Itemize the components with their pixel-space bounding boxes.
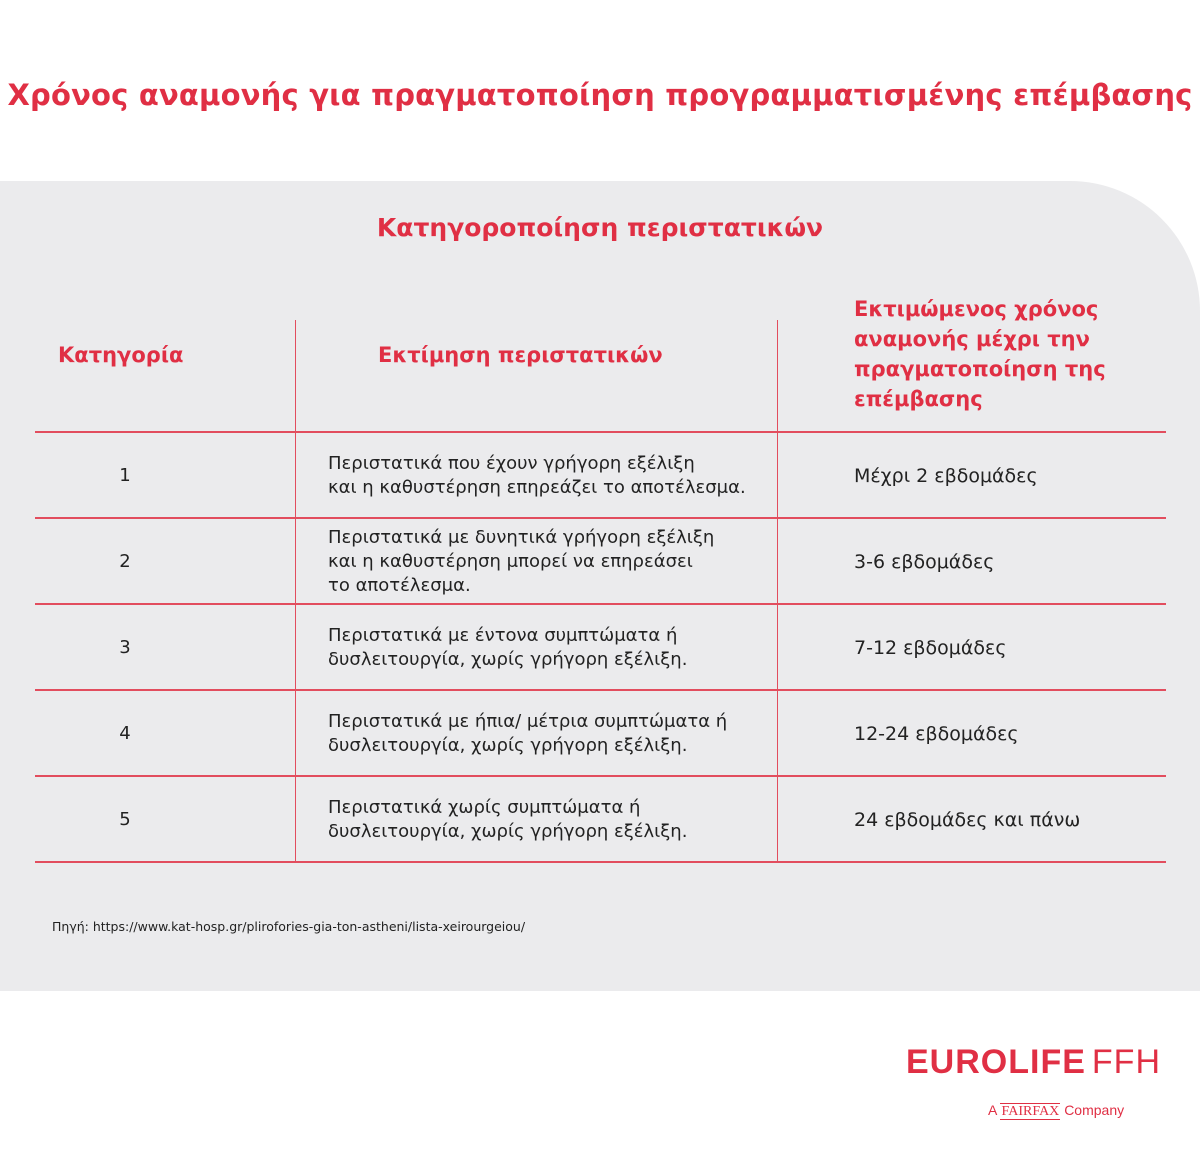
logo-suffix: FFH bbox=[1091, 1043, 1161, 1081]
row-wait-time: 3-6 εβδομάδες bbox=[854, 551, 995, 573]
row-wait-time: 7-12 εβδομάδες bbox=[854, 637, 1007, 659]
row-description bbox=[328, 526, 758, 598]
description-line: δυσλειτουργία, χωρίς γρήγορη εξέλιξη. bbox=[328, 735, 688, 756]
source-citation: Πηγή: https://www.kat-hosp.gr/plirofories-gia-ton-astheni/lista-xeirourgeiou/ bbox=[52, 919, 526, 934]
row-category-number: 3 bbox=[119, 637, 131, 658]
description-line: Περιστατικά με δυνητικά γρήγορη εξέλιξη bbox=[328, 527, 715, 548]
description-line: Περιστατικά που έχουν γρήγορη εξέλιξη bbox=[328, 453, 695, 474]
row-category-number: 2 bbox=[119, 551, 131, 572]
description-line: Περιστατικά χωρίς συμπτώματα ή bbox=[328, 797, 641, 818]
row-wait-time: 12-24 εβδομάδες bbox=[854, 723, 1019, 745]
logo-tagline bbox=[988, 1102, 1124, 1120]
page-title: Χρόνος αναμονής για πραγματοποίηση προγραμματισμένης επέμβασης bbox=[7, 78, 1193, 112]
row-divider bbox=[35, 517, 1166, 519]
tagline-prefix: A bbox=[988, 1102, 997, 1118]
row-description bbox=[328, 710, 758, 758]
description-line: Περιστατικά με έντονα συμπτώματα ή bbox=[328, 625, 678, 646]
tagline-suffix: Company bbox=[1064, 1102, 1125, 1118]
row-description bbox=[328, 796, 758, 844]
description-line: δυσλειτουργία, χωρίς γρήγορη εξέλιξη. bbox=[328, 649, 688, 670]
header-wait-line: αναμονής μέχρι την bbox=[854, 327, 1090, 351]
description-line: και η καθυστέρηση επηρεάζει το αποτέλεσμα. bbox=[328, 477, 746, 498]
row-description bbox=[328, 624, 758, 672]
column-divider bbox=[777, 320, 778, 862]
description-line: Περιστατικά με ήπια/ μέτρια συμπτώματα ή bbox=[328, 711, 728, 732]
row-divider bbox=[35, 431, 1166, 433]
header-category: Κατηγορία bbox=[58, 343, 184, 367]
row-category-number: 5 bbox=[119, 809, 131, 830]
tagline-company: FAIRFAX bbox=[1001, 1104, 1060, 1119]
header-wait-time bbox=[854, 294, 1154, 414]
header-wait-line: Εκτιμώμενος χρόνος bbox=[854, 297, 1099, 321]
row-category-number: 4 bbox=[119, 723, 131, 744]
logo-brand: EUROLIFE bbox=[906, 1043, 1086, 1081]
row-divider bbox=[35, 689, 1166, 691]
row-divider bbox=[35, 603, 1166, 605]
header-wait-line: επέμβασης bbox=[854, 387, 983, 411]
header-wait-line: πραγματοποίηση της bbox=[854, 357, 1106, 381]
row-description bbox=[328, 452, 758, 500]
description-line: και η καθυστέρηση μπορεί να επηρεάσει bbox=[328, 551, 693, 572]
panel-title: Κατηγοροποίηση περιστατικών bbox=[376, 213, 824, 242]
row-divider bbox=[35, 861, 1166, 863]
eurolife-logo bbox=[906, 1042, 1161, 1082]
description-line: το αποτέλεσμα. bbox=[328, 575, 471, 596]
row-wait-time: 24 εβδομάδες και πάνω bbox=[854, 809, 1081, 831]
column-divider bbox=[295, 320, 296, 862]
row-wait-time: Μέχρι 2 εβδομάδες bbox=[854, 465, 1038, 487]
row-divider bbox=[35, 775, 1166, 777]
description-line: δυσλειτουργία, χωρίς γρήγορη εξέλιξη. bbox=[328, 821, 688, 842]
header-assessment: Εκτίμηση περιστατικών bbox=[378, 343, 663, 367]
row-category-number: 1 bbox=[119, 465, 131, 486]
